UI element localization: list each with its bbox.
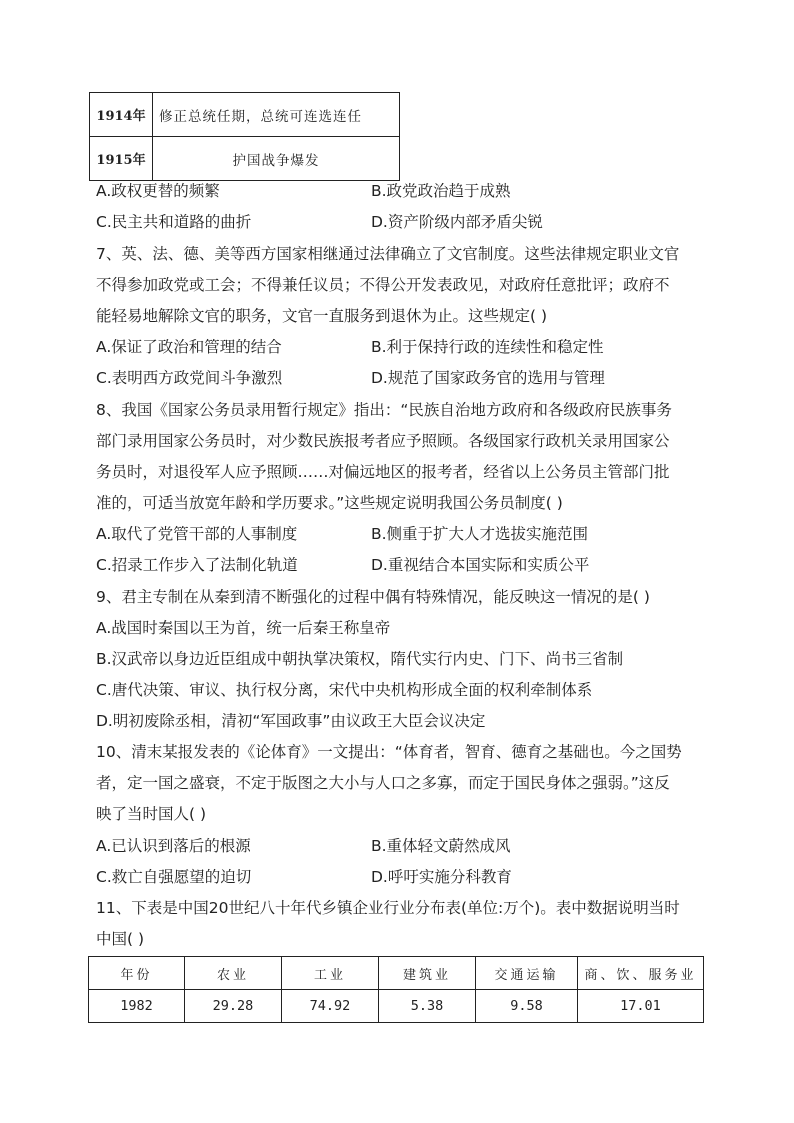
q10-stem-line: 10、清末某报发表的《论体育》一文提出：“体育者，智育、德育之基础也。今之国势 bbox=[96, 743, 682, 761]
header-cell: 建筑业 bbox=[379, 957, 476, 990]
year-cell: 1914年 bbox=[90, 93, 153, 137]
q10-stem-line: 者，定一国之盛衰，不定于版图之大小与人口之多寡，而定于国民身体之强弱。”这反 bbox=[96, 774, 670, 792]
q9-option-b: B.汉武帝以身边近臣组成中朝执掌决策权，隋代实行内史、门下、尚书三省制 bbox=[96, 650, 624, 668]
q9-option-d: D.明初废除丞相，清初“军国政事”由议政王大臣会议决定 bbox=[96, 712, 486, 730]
q6-option-b: B.政党政治趋于成熟 bbox=[371, 182, 511, 200]
table-header-row bbox=[89, 957, 704, 990]
q8-option-a: A.取代了党管干部的人事制度 bbox=[96, 525, 298, 543]
table-cell: 17.01 bbox=[578, 990, 704, 1023]
q7-stem-line: 不得参加政党或工会；不得兼任议员；不得公开发表政见，对政府任意批评；政府不 bbox=[96, 276, 670, 294]
q8-stem-line: 务员时，对退役军人应予照顾……对偏远地区的报考者，经省以上公务员主管部门批 bbox=[96, 463, 670, 481]
table-cell: 9.58 bbox=[476, 990, 578, 1023]
q7-option-d: D.规范了国家政务官的选用与管理 bbox=[371, 369, 605, 387]
q10-option-c: C.救亡自强愿望的迫切 bbox=[96, 868, 252, 886]
q7-option-c: C.表明西方政党间斗争激烈 bbox=[96, 369, 283, 387]
header-cell: 年份 bbox=[89, 957, 185, 990]
q7-stem-line: 7、英、法、德、美等西方国家相继通过法律确立了文官制度。这些法律规定职业文官 bbox=[96, 245, 680, 263]
events-table bbox=[89, 92, 400, 181]
q11-stem-line: 中国( ) bbox=[96, 930, 145, 948]
q7-option-b: B.利于保持行政的连续性和稳定性 bbox=[371, 338, 604, 356]
q6-option-d: D.资产阶级内部矛盾尖锐 bbox=[371, 213, 543, 231]
q8-stem-line: 准的，可适当放宽年龄和学历要求。”这些规定说明我国公务员制度( ) bbox=[96, 494, 563, 512]
event-cell: 护国战争爆发 bbox=[153, 137, 400, 181]
table-cell: 1982 bbox=[89, 990, 185, 1023]
header-cell: 工业 bbox=[282, 957, 379, 990]
q9-option-a: A.战国时秦国以王为首，统一后秦王称皇帝 bbox=[96, 619, 391, 637]
table-row bbox=[90, 93, 400, 137]
q11-stem-line: 11、下表是中国20世纪八十年代乡镇企业行业分布表(单位:万个)。表中数据说明当时 bbox=[96, 899, 680, 917]
table-cell: 74.92 bbox=[282, 990, 379, 1023]
table-cell: 29.28 bbox=[185, 990, 282, 1023]
q8-option-b: B.侧重于扩大人才选拔实施范围 bbox=[371, 525, 589, 543]
event-cell: 修正总统任期，总统可连选连任 bbox=[153, 93, 400, 137]
header-cell: 农业 bbox=[185, 957, 282, 990]
year-cell: 1915年 bbox=[90, 137, 153, 181]
table-cell: 5.38 bbox=[379, 990, 476, 1023]
q7-option-a: A.保证了政治和管理的结合 bbox=[96, 338, 282, 356]
q10-stem-line: 映了当时国人( ) bbox=[96, 805, 207, 823]
q8-stem-line: 部门录用国家公务员时，对少数民族报考者应予照顾。各级国家行政机关录用国家公 bbox=[96, 432, 670, 450]
q8-option-d: D.重视结合本国实际和实质公平 bbox=[371, 556, 590, 574]
header-cell: 商、饮、服务业 bbox=[578, 957, 704, 990]
q6-option-c: C.民主共和道路的曲折 bbox=[96, 213, 252, 231]
q9-stem: 9、君主专制在从秦到清不断强化的过程中偶有特殊情况，能反映这一情况的是( ) bbox=[96, 588, 650, 606]
q7-stem-line: 能轻易地解除文官的职务，文官一直服务到退休为止。这些规定( ) bbox=[96, 307, 548, 325]
header-cell: 交通运输 bbox=[476, 957, 578, 990]
q6-option-a: A.政权更替的频繁 bbox=[96, 182, 220, 200]
q9-option-c: C.唐代决策、审议、执行权分离，宋代中央机构形成全面的权利牵制体系 bbox=[96, 681, 593, 699]
q10-option-b: B.重体轻文蔚然成风 bbox=[371, 837, 511, 855]
q8-stem-line: 8、我国《国家公务员录用暂行规定》指出：“民族自治地方政府和各级政府民族事务 bbox=[96, 401, 672, 419]
q8-option-c: C.招录工作步入了法制化轨道 bbox=[96, 556, 298, 574]
table-row bbox=[90, 137, 400, 181]
table-row bbox=[89, 990, 704, 1023]
q10-option-a: A.已认识到落后的根源 bbox=[96, 837, 251, 855]
q10-option-d: D.呼吁实施分科教育 bbox=[371, 868, 512, 886]
enterprise-distribution-table bbox=[88, 956, 704, 1023]
